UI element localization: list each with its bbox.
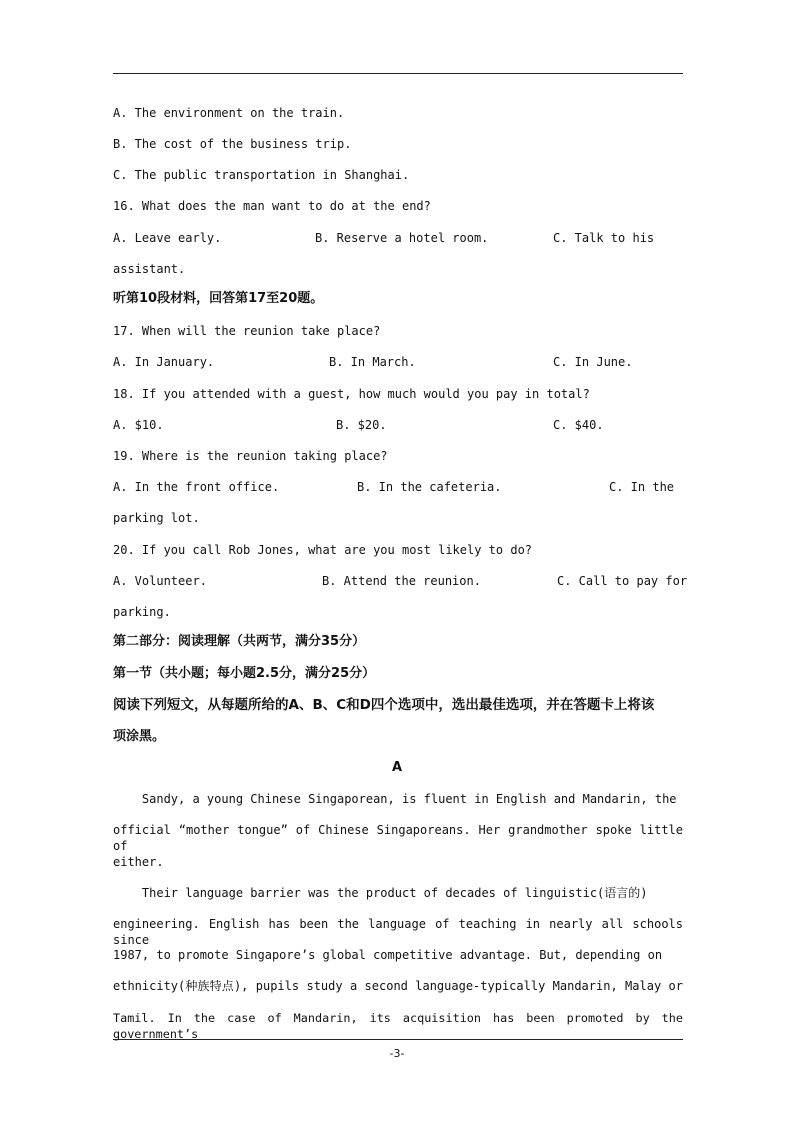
q17-option-b: B. In March.	[329, 355, 416, 369]
q19-option-c-cont: parking lot.	[113, 511, 200, 525]
passage-line: either.	[113, 855, 164, 869]
q18-option-b: B. $20.	[336, 418, 387, 432]
q15-option-c: C. The public transportation in Shanghai.	[113, 168, 410, 182]
q18-option-a: A. $10.	[113, 418, 164, 432]
q17-option-a: A. In January.	[113, 355, 215, 369]
section1-heading: 第一节（共小题；每小题2.5分，满分25分）	[113, 666, 376, 681]
q19-option-c: C. In the	[609, 480, 675, 494]
q19-option-a: A. In the front office.	[113, 480, 280, 494]
q18-question: 18. If you attended with a guest, how much would you pay in total?	[113, 387, 590, 401]
passage-line: Tamil. In the case of Mandarin, its acquisition has been promoted by the government’s	[113, 1011, 683, 1041]
instructions-line-2: 项涂黑。	[113, 729, 166, 744]
passage-line: official “mother tongue” of Chinese Singaporeans. Her grandmother spoke little of	[113, 823, 683, 853]
passage-line: engineering. English has been the language of teaching in nearly all schools since	[113, 917, 683, 947]
q19-question: 19. Where is the reunion taking place?	[113, 449, 388, 463]
q20-option-c-cont: parking.	[113, 605, 171, 619]
q18-option-c: C. $40.	[553, 418, 604, 432]
section10-heading: 听第10段材料，回答第17至20题。	[113, 291, 324, 306]
q15-option-b: B. The cost of the business trip.	[113, 137, 352, 151]
q16-option-a: A. Leave early.	[113, 231, 222, 245]
passage-label: A	[391, 760, 403, 775]
q19-option-b: B. In the cafeteria.	[357, 480, 502, 494]
part2-heading: 第二部分：阅读理解（共两节，满分35分）	[113, 634, 366, 649]
q15-option-a: A. The environment on the train.	[113, 106, 345, 120]
passage-line: Their language barrier was the product of decades of linguistic(语言的)	[113, 886, 648, 900]
q16-option-b: B. Reserve a hotel room.	[315, 231, 489, 245]
footer-rule	[113, 1039, 683, 1040]
header-rule	[113, 73, 683, 74]
q20-question: 20. If you call Rob Jones, what are you most likely to do?	[113, 543, 533, 557]
passage-line: ethnicity(种族特点), pupils study a second language-typically Mandarin, Malay or	[113, 979, 683, 993]
passage-line: 1987, to promote Singapore’s global competitive advantage. But, depending on	[113, 948, 663, 962]
q20-option-b: B. Attend the reunion.	[322, 574, 481, 588]
q17-option-c: C. In June.	[553, 355, 633, 369]
q20-option-c: C. Call to pay for	[557, 574, 688, 588]
page-number: -3-	[389, 1047, 405, 1060]
q16-option-c-cont: assistant.	[113, 262, 186, 276]
q16-question: 16. What does the man want to do at the end?	[113, 199, 431, 213]
q17-question: 17. When will the reunion take place?	[113, 324, 381, 338]
instructions-line-1: 阅读下列短文，从每题所给的A、B、C和D四个选项中，选出最佳选项，并在答题卡上将该	[113, 697, 655, 713]
q16-option-c: C. Talk to his	[553, 231, 655, 245]
passage-line: Sandy, a young Chinese Singaporean, is fluent in English and Mandarin, the	[113, 792, 677, 806]
q20-option-a: A. Volunteer.	[113, 574, 207, 588]
